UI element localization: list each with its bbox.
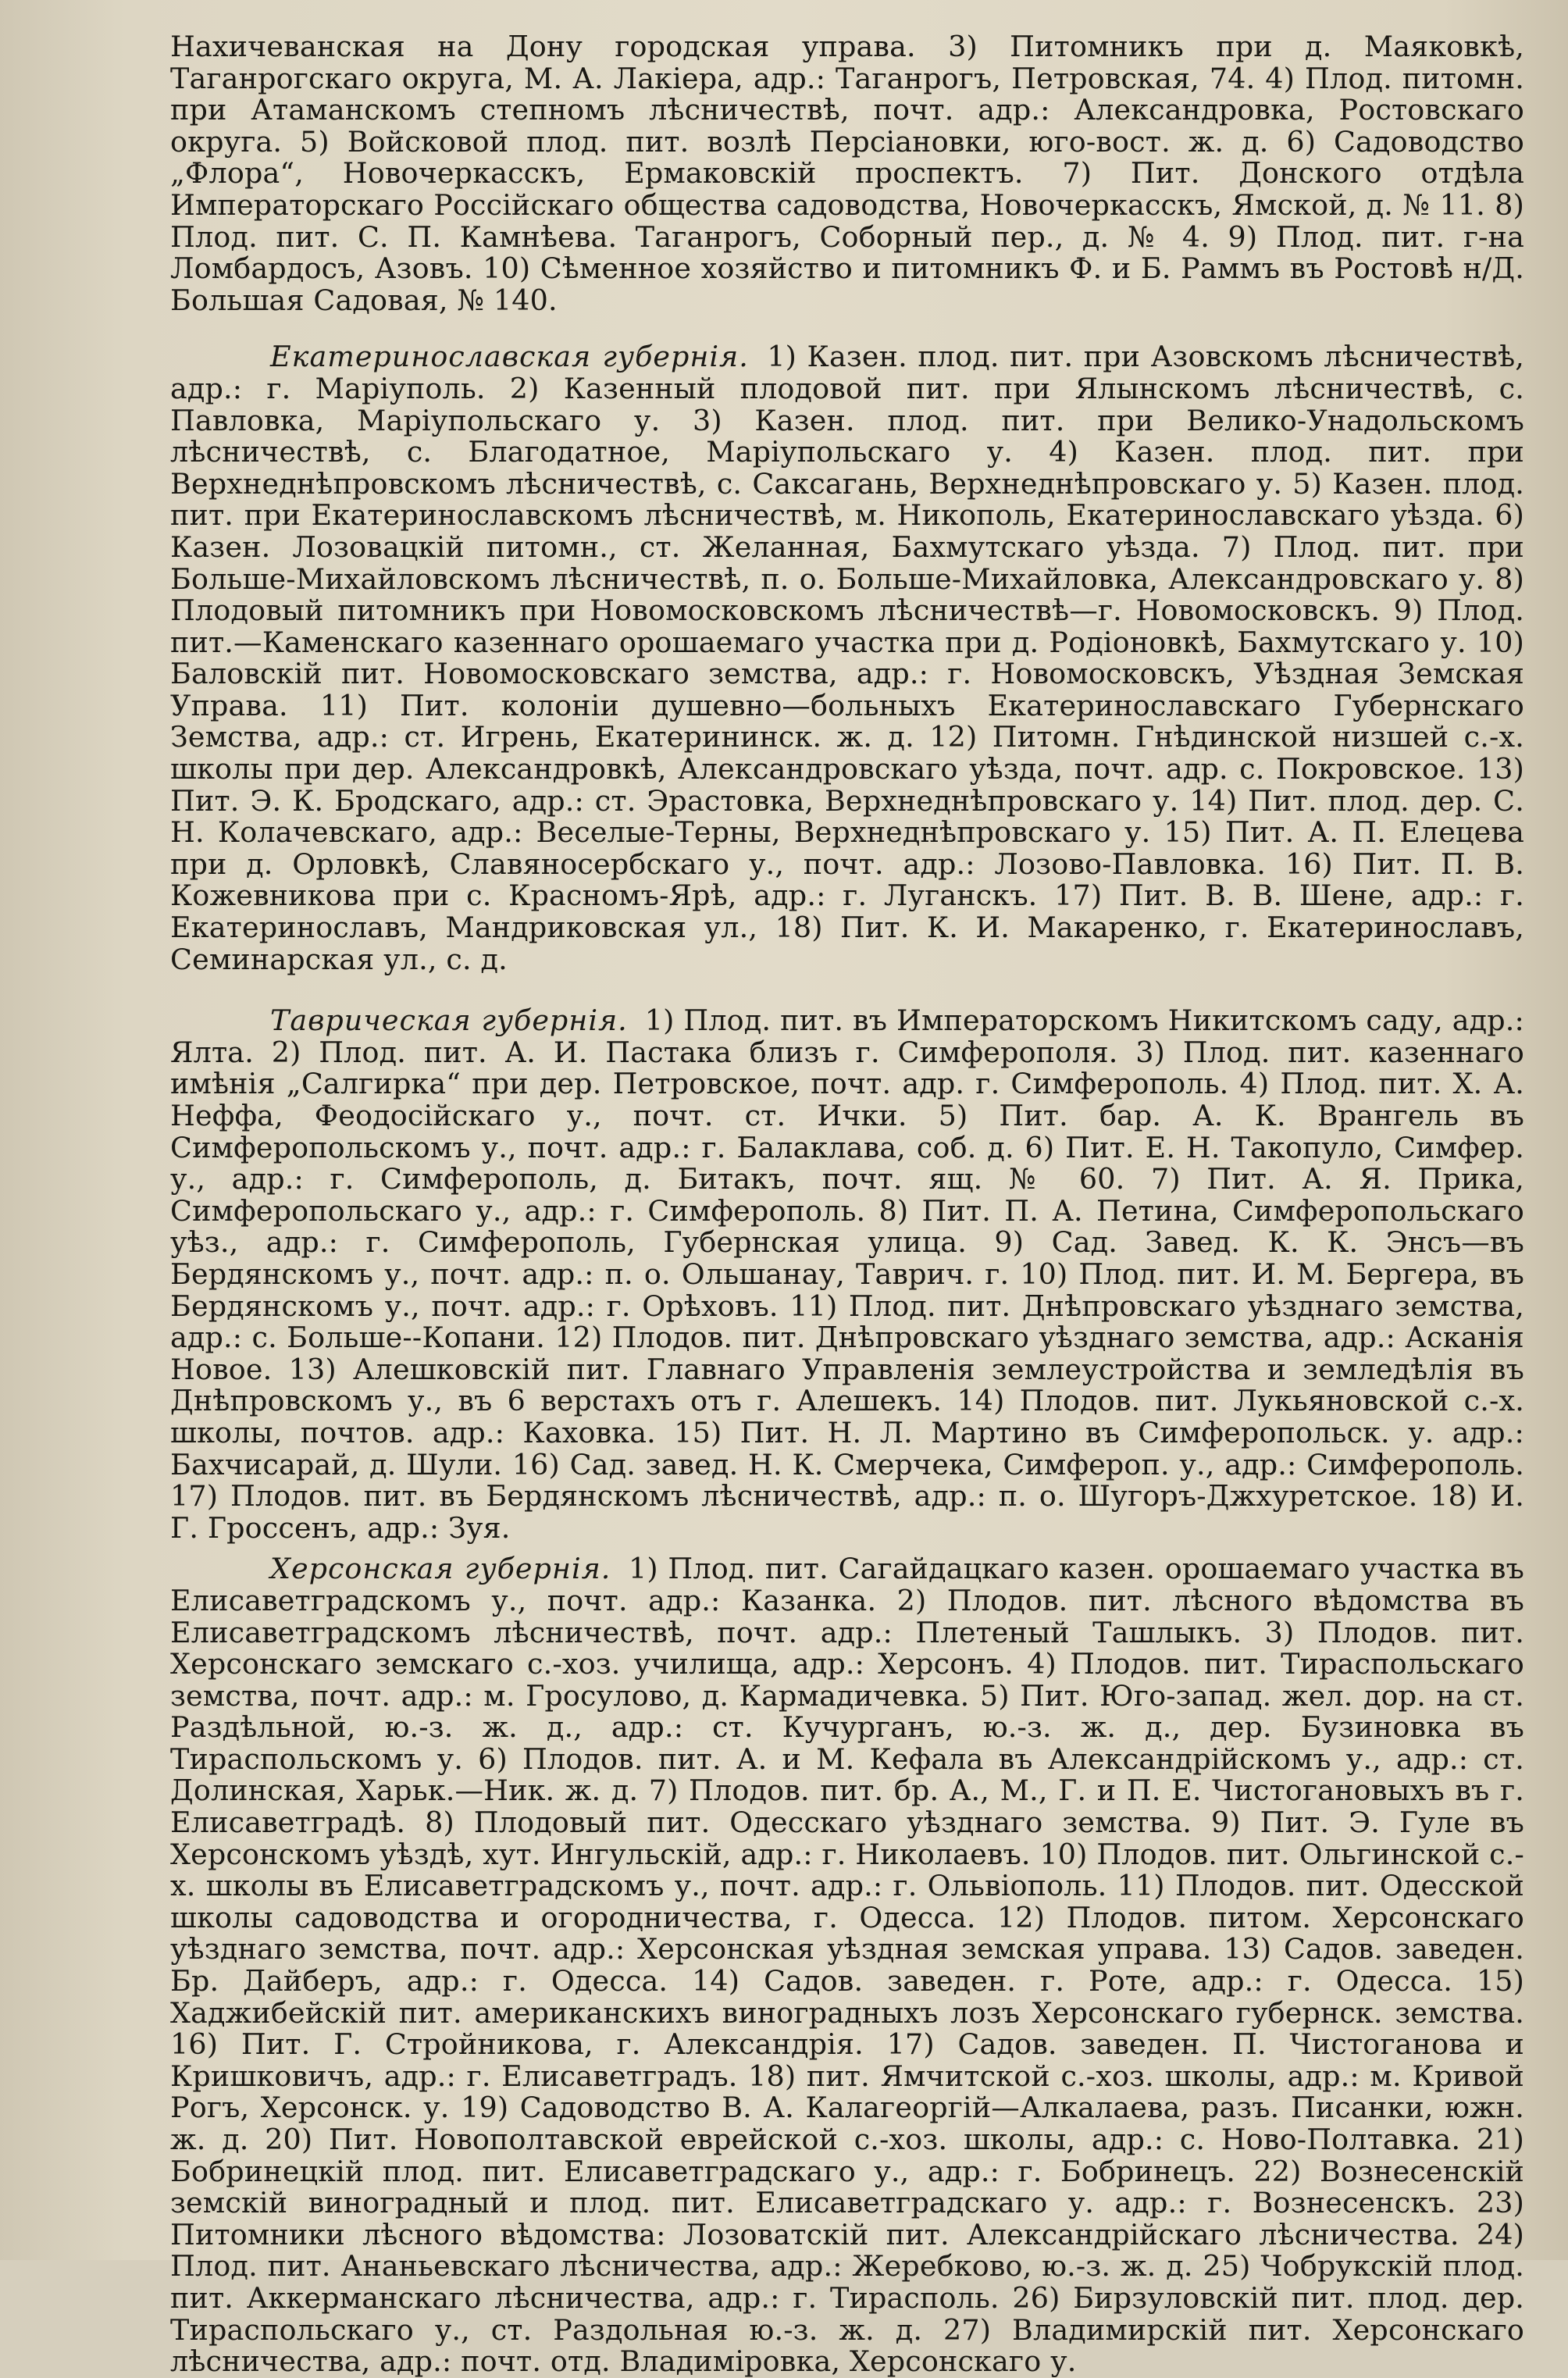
kherson-nurseries-text: 1) Плод. пит. Сагайдацкаго казен. орошаемаго участка въ Елисаветградскомъ у., почт. адр.: Казанка. 2) Плодов. пит. лѣсного вѣдомства въ Елисаветградскомъ лѣсничествѣ, почт. адр.: Плетеный Ташлыкъ. 3) Плодов. пит. Херсонскаго земскаго с.-хоз. училища, адр.: Херсонъ. 4) Плодов. пит. Тираспольскаго земства, почт. адр.: м. Гросулово, д. Кармадичевка. 5) Пит. Юго-запад. жел. дор. на ст. Раздѣльной, ю.-з. ж. д., адр.: ст. Кучурганъ, ю.-з. ж. д., дер. Бузиновка въ Тираспольскомъ у. 6) Плодов. пит. А. и М. Кефала въ Александрійскомъ у., адр.: ст. Долинская, Харьк.—Ник. ж. д. 7) Плодов. пит. бр. А., М., Г. и П. Е. Чистогановыхъ въ г. Елисаветградѣ. 8) Плодовый пит. Одесскаго уѣзднаго земства. 9) Пит. Э. Гуле въ Херсонскомъ уѣздѣ, хут. Ингульскій, адр.: г. Николаевъ. 10) Плодов. пит. Ольгинской с.-х. школы въ Елисаветградскомъ у., почт. адр.: г. Ольвіополь. 11) Плодов. пит. Одесской школы садоводства и огородничества, г. Одесса. 12) Плодов. питом. Херсонскаго уѣзднаго земства, почт. адр.: Херсонская уѣздная земская управа. 13) Садов. заведен. Бр. Дайберъ, адр.: г. Одесса. 14) Садов. заведен. г. Роте, адр.: г. Одесса. 15) Хаджибейскій пит. американскихъ виноградныхъ лозъ Херсонскаго губернск. земства. 16) Пит. Г. Стройникова, г. Александрія. 17) Садов. заведен. П. Чистоганова и Кришковичъ, адр.: г. Елисаветградъ. 18) пит. Ямчитской с.-хоз. школы, адр.: м. Кривой Рогъ, Херсонск. у. 19) Садоводство В. А. Калагеоргій—Алкалаева, разъ. Писанки, южн. ж. д. 20) Пит. Новополтавской еврейской с.-хоз. школы, адр.: с. Ново-Полтавка. 21) Бобринецкій плод. пит. Елисаветградскаго у., адр.: г. Бобринецъ. 22) Вознесенскій земскій виноградный и плод. пит. Елисаветградскаго у. адр.: г. Вознесенскъ. 23) Питомники лѣсного вѣдомства: Лозоватскій пит. Александрійскаго лѣсничества. 24) Плод. пит. Ананьевскаго лѣсничества, адр.: Жеребково, ю.-з. ж. д. 25) Чобрукскій плод. пит. Аккерманскаго лѣсничества, адр.: г. Тирасполь. 26) Бирзуловскій пит. плод. дер. Тираспольскаго у., ст. Раздольная ю.-з. ж. д. 27) Владимирскій пит. Херсонскаго лѣсничества, адр.: почт. отд. Владиміровка, Херсонскаго у.: [170, 1552, 1524, 2378]
tavrida-nurseries-text: 1) Плод. пит. въ Императорскомъ Никитскомъ саду, адр.: Ялта. 2) Плод. пит. А. И. Пастака близъ г. Симферополя. 3) Плод. пит. казеннаго имѣнія „Салгирка“ при дер. Петровское, почт. адр. г. Симферополь. 4) Плод. пит. Х. А. Неффа, Феодосійскаго у., почт. ст. Ички. 5) Пит. бар. А. К. Врангель въ Симферопольскомъ у., почт. адр.: г. Балаклава, соб. д. 6) Пит. Е. Н. Такопуло, Симфер. у., адр.: г. Симферополь, д. Битакъ, почт. ящ. № 60. 7) Пит. А. Я. Прика, Симферопольскаго у., адр.: г. Симферополь. 8) Пит. П. А. Петина, Симферопольскаго уѣз., адр.: г. Симферополь, Губернская улица. 9) Сад. Завед. К. К. Энсъ—въ Бердянскомъ у., почт. адр.: п. о. Ольшанау, Таврич. г. 10) Плод. пит. И. М. Бергера, въ Бердянскомъ у., почт. адр.: г. Орѣховъ. 11) Плод. пит. Днѣпровскаго уѣзднаго земства, адр.: с. Больше--Копани. 12) Плодов. пит. Днѣпровскаго уѣзднаго земства, адр.: Асканія Новое. 13) Алешковскій пит. Главнаго Управленія землеустройства и земледѣлія въ Днѣпровскомъ у., въ 6 верстахъ отъ г. Алешекъ. 14) Плодов. пит. Лукьяновской с.-х. школы, почтов. адр.: Каховка. 15) Пит. Н. Л. Мартино въ Симферопольск. у. адр.: Бахчисарай, д. Шули. 16) Сад. завед. Н. К. Смерчека, Симфероп. у., адр.: Симферополь. 17) Плодов. пит. въ Бердянскомъ лѣсничествѣ, адр.: п. о. Шугоръ-Джхуретское. 18) И. Г. Гроссенъ, адр.: Зуя.: [170, 1004, 1524, 1545]
tavrida-heading: Таврическая губернія.: [270, 1004, 628, 1038]
tavrida-paragraph: [170, 1005, 1524, 1544]
section-ekaterinoslav: [170, 341, 1524, 975]
section-rostov: [170, 31, 1524, 316]
rostov-nurseries-text: Нахичеванская на Дону городская управа. 3) Питомникъ при д. Маяковкѣ, Таганрогскаго округа, М. А. Лакіера, адр.: Таганрогъ, Петровская, 74. 4) Плод. питомн. при Атаманскомъ степномъ лѣсничествѣ, почт. адр.: Александровка, Ростовскаго округа. 5) Войсковой плод. пит. возлѣ Персіановки, юго-вост. ж. д. 6) Садоводство „Флора“, Новочеркасскъ, Ермаковскій проспектъ. 7) Пит. Донского отдѣла Императорскаго Россійскаго общества садоводства, Новочеркасскъ, Ямской, д. № 11. 8) Плод. пит. С. П. Камнѣева. Таганрогъ, Соборный пер., д. № 4. 9) Плод. пит. г-на Ломбардосъ, Азовъ. 10) Сѣменное хозяйство и питомникъ Ф. и Б. Раммъ въ Ростовѣ н/Д. Большая Садовая, № 140.: [170, 30, 1524, 317]
section-kherson: [170, 1553, 1524, 2377]
section-tavrida: [170, 1005, 1524, 1544]
kherson-paragraph: [170, 1553, 1524, 2377]
ekaterinoslav-heading: Екатеринославская губернія.: [270, 340, 749, 374]
ekaterinoslav-paragraph: [170, 341, 1524, 975]
ekaterinoslav-nurseries-text: 1) Казен. плод. пит. при Азовскомъ лѣсничествѣ, адр.: г. Маріуполь. 2) Казенный плодовой пит. при Ялынскомъ лѣсничествѣ, с. Павловка, Маріупольскаго у. 3) Казен. плод. пит. при Велико-Унадольскомъ лѣсничествѣ, с. Благодатное, Маріупольскаго у. 4) Казен. плод. пит. при Верхнеднѣпровскомъ лѣсничествѣ, с. Саксагань, Верхнеднѣпровскаго у. 5) Казен. плод. пит. при Екатеринославскомъ лѣсничествѣ, м. Никополь, Екатеринославскаго уѣзда. 6) Казен. Лозовацкій питомн., ст. Желанная, Бахмутскаго уѣзда. 7) Плод. пит. при Больше-Михайловскомъ лѣсничествѣ, п. о. Больше-Михайловка, Александровскаго у. 8) Плодовый питомникъ при Новомосковскомъ лѣсничествѣ—г. Новомосковскъ. 9) Плод. пит.—Каменскаго казеннаго орошаемаго участка при д. Родіоновкѣ, Бахмутскаго у. 10) Баловскій пит. Новомосковскаго земства, адр.: г. Новомосковскъ, Уѣздная Земская Управа. 11) Пит. колоніи душевно—больныхъ Екатеринославскаго Губернскаго Земства, адр.: ст. Игрень, Екатерининск. ж. д. 12) Питомн. Гнѣдинской низшей с.-х. школы при дер. Александровкѣ, Александровскаго уѣзда, почт. адр. с. Покровское. 13) Пит. Э. К. Бродскаго, адр.: ст. Эрастовка, Верхнеднѣпровскаго у. 14) Пит. плод. дер. С. Н. Колачевскаго, адр.: Веселые-Терны, Верхнеднѣпровскаго у. 15) Пит. А. П. Елецева при д. Орловкѣ, Славяносербскаго у., почт. адр.: Лозово-Павловка. 16) Пит. П. В. Кожевникова при с. Красномъ-Ярѣ, адр.: г. Луганскъ. 17) Пит. В. В. Шене, адр.: г. Екатеринославъ, Мандриковская ул., 18) Пит. К. И. Макаренко, г. Екатеринославъ, Семинарская ул., с. д.: [170, 340, 1524, 976]
kherson-heading: Херсонская губернія.: [270, 1552, 611, 1586]
